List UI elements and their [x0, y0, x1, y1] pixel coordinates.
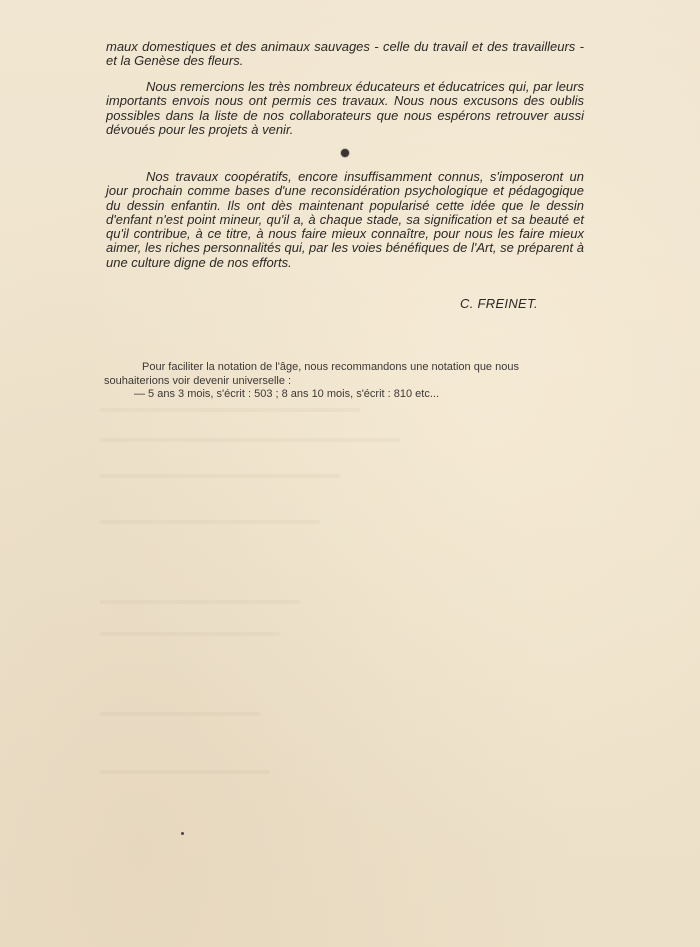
- note-line-2: souhaiterions voir devenir universelle :: [104, 374, 292, 387]
- show-through-mark: [100, 632, 280, 636]
- paper-speck: [181, 832, 184, 835]
- age-notation-note: [104, 361, 584, 402]
- text-block-intro: [106, 40, 584, 69]
- show-through-mark: [100, 520, 320, 524]
- author-signature: C. FREINET.: [460, 296, 538, 311]
- note-line-1: Pour faciliter la notation de l'âge, nous recommandons une notation que nous: [142, 361, 519, 373]
- paragraph-3: Nos travaux coopératifs, encore insuffisamment connus, s'imposeront un jour prochain comme bases d'une reconsidération psychologique et pédagogique du dessin enfantin. Ils ont dès maintenant popularisé cette idée que le dessin d'enfant n'est point mineur, qu'il a, à chaque stade, sa signification et sa beauté et qu'il contribue, à ce titre, à nous faire mieux connaître, pour nous les faire mieux aimer, les riches personnalités qui, par les voies bénéfiques de l'Art, se préparent à une culture digne de nos efforts.: [106, 169, 584, 270]
- show-through-mark: [100, 438, 400, 442]
- show-through-mark: [100, 712, 260, 716]
- note-line-3: — 5 ans 3 mois, s'écrit : 503 ; 8 ans 10 mois, s'écrit : 810 etc...: [134, 388, 439, 400]
- text-block-thanks: [106, 80, 584, 137]
- show-through-mark: [100, 600, 300, 604]
- show-through-mark: [100, 770, 270, 774]
- show-through-mark: [100, 474, 340, 478]
- paragraph-1: maux domestiques et des animaux sauvages - celle du travail et des travailleurs - et la Genèse des fleurs.: [106, 39, 584, 69]
- text-block-conclusion: [106, 170, 584, 270]
- section-separator-bullet-icon: [341, 149, 349, 157]
- show-through-mark: [100, 408, 360, 412]
- paragraph-2: Nous remercions les très nombreux éducateurs et éducatrices qui, par leurs importants envois nous ont permis ces travaux. Nous nous excusons des oublis possibles dans la liste de nos collaborateurs que nous espérons retrouver aussi dévoués pour les projets à venir.: [106, 79, 584, 137]
